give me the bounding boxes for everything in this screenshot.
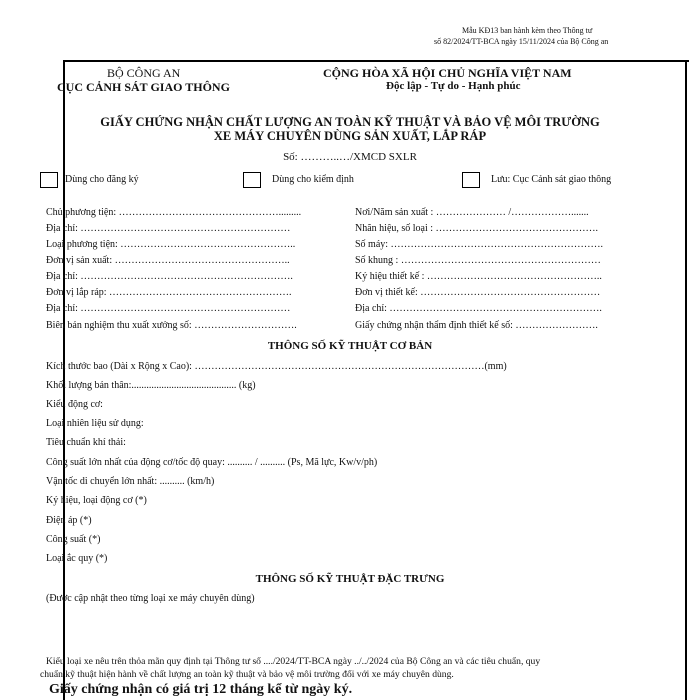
inspection-label: Dùng cho kiểm định (272, 174, 354, 185)
spec-curb-weight: Khối lượng bản thân:.......................................... (kg) (46, 380, 256, 391)
spec-emission-standard: Tiêu chuẩn khí thải: (46, 437, 126, 448)
manufacturer-address-field: Địa chỉ: ………………………………………………………. (46, 271, 293, 282)
brand-model-field: Nhãn hiệu, số loại : …………………………………………. (355, 223, 599, 234)
certificate-title-line2: XE MÁY CHUYÊN DÙNG SẢN XUẤT, LẮP RÁP (213, 129, 487, 143)
spec-engine-type: Kiểu động cơ: (46, 399, 103, 410)
designer-address-field: Địa chỉ: ………………………………………………………. (355, 303, 602, 314)
spec-max-speed: Vận tốc di chuyển lớn nhất: .......... (km/h) (46, 476, 215, 487)
storage-label: Lưu: Cục Cảnh sát giao thông (491, 174, 612, 185)
spec-power: Công suất (*) (46, 534, 101, 545)
national-motto: Độc lập - Tự do - Hạnh phúc (386, 80, 521, 92)
form-note-line2: số 82/2024/TT-BCA ngày 15/11/2024 của Bộ Công an (434, 37, 609, 46)
ministry-name: BỘ CÔNG AN (107, 66, 181, 80)
conclusion-line2: chuẩn kỹ thuật hiện hành về chất lượng an toàn kỹ thuật và bảo vệ môi trường đối với xe máy chuyên dùng. (40, 669, 454, 680)
acceptance-report-field: Biên bản nghiệm thu xuất xưởng số: …………………………. (46, 320, 297, 331)
spec-voltage: Điện áp (*) (46, 515, 92, 526)
assembler-field: Đơn vị lắp ráp: ………………………………………………. (46, 287, 292, 298)
registration-checkbox[interactable] (40, 172, 58, 188)
designer-field: Đơn vị thiết kế: ……………………………………………… (355, 287, 601, 298)
spec-max-power: Công suất lớn nhất của động cơ/tốc độ quay: .......... / .......... (Ps, Mã lực, Kw/v/ph) (46, 457, 378, 468)
storage-checkbox[interactable] (462, 172, 480, 188)
spec-dimensions: Kích thước bao (Dài x Rộng x Cao): ……………………………………………………………………………(mm) (46, 361, 507, 372)
form-note-line1: Mẫu KĐ13 ban hành kèm theo Thông tư (462, 26, 593, 35)
design-appraisal-field: Giấy chứng nhận thẩm định thiết kế số: ……………………. (355, 320, 598, 331)
assembler-address-field: Địa chỉ: ……………………………………………………… (46, 303, 291, 314)
chassis-number-field: Số khung : …………………………………………………… (355, 255, 601, 266)
special-specs-note: (Được cập nhật theo từng loại xe máy chuyên dùng) (46, 593, 255, 604)
origin-year-field: Nơi/Năm sản xuất : ………………… /………………....... (355, 207, 589, 218)
department-name: CỤC CẢNH SÁT GIAO THÔNG (57, 80, 230, 94)
country-name: CỘNG HÒA XÃ HỘI CHỦ NGHĨA VIỆT NAM (323, 66, 572, 80)
design-code-field: Ký hiệu thiết kế : …………………………………………….. (355, 271, 602, 282)
inspection-checkbox[interactable] (243, 172, 261, 188)
owner-field: Chủ phương tiện: …………………………………………......... (46, 207, 302, 218)
frame-top-border (64, 60, 689, 62)
certificate-title-line1: GIẤY CHỨNG NHẬN CHẤT LƯỢNG AN TOÀN KỸ THUẬT VÀ BẢO VỆ MÔI TRƯỜNG (100, 115, 600, 129)
manufacturer-field: Đơn vị sản xuất: …………………………………………….. (46, 255, 290, 266)
owner-address-field: Địa chỉ: ……………………………………………………… (46, 223, 291, 234)
spec-battery-type: Loại ắc quy (*) (46, 553, 108, 564)
certificate-number: Số: ………..…/XMCD SXLR (283, 151, 417, 163)
conclusion-line1: Kiểu loại xe nêu trên thỏa mãn quy định tại Thông tư số ..../2024/TT-BCA ngày ../../2024 của Bộ Công an và các tiêu chuẩn, quy (46, 656, 541, 667)
vehicle-type-field: Loại phương tiện: …………………………………………….. (46, 239, 296, 250)
spec-fuel-type: Loại nhiên liệu sử dụng: (46, 418, 144, 429)
validity-statement: Giấy chứng nhận có giá trị 12 tháng kể từ ngày ký. (49, 682, 353, 697)
spec-motor-code: Ký hiệu, loại động cơ (*) (46, 495, 147, 506)
registration-label: Dùng cho đăng ký (65, 174, 139, 185)
special-specs-heading: THÔNG SỐ KỸ THUẬT ĐẶC TRƯNG (255, 573, 445, 585)
basic-specs-heading: THÔNG SỐ KỸ THUẬT CƠ BẢN (267, 340, 433, 352)
engine-number-field: Số máy: ………………………………………………………. (355, 239, 604, 250)
